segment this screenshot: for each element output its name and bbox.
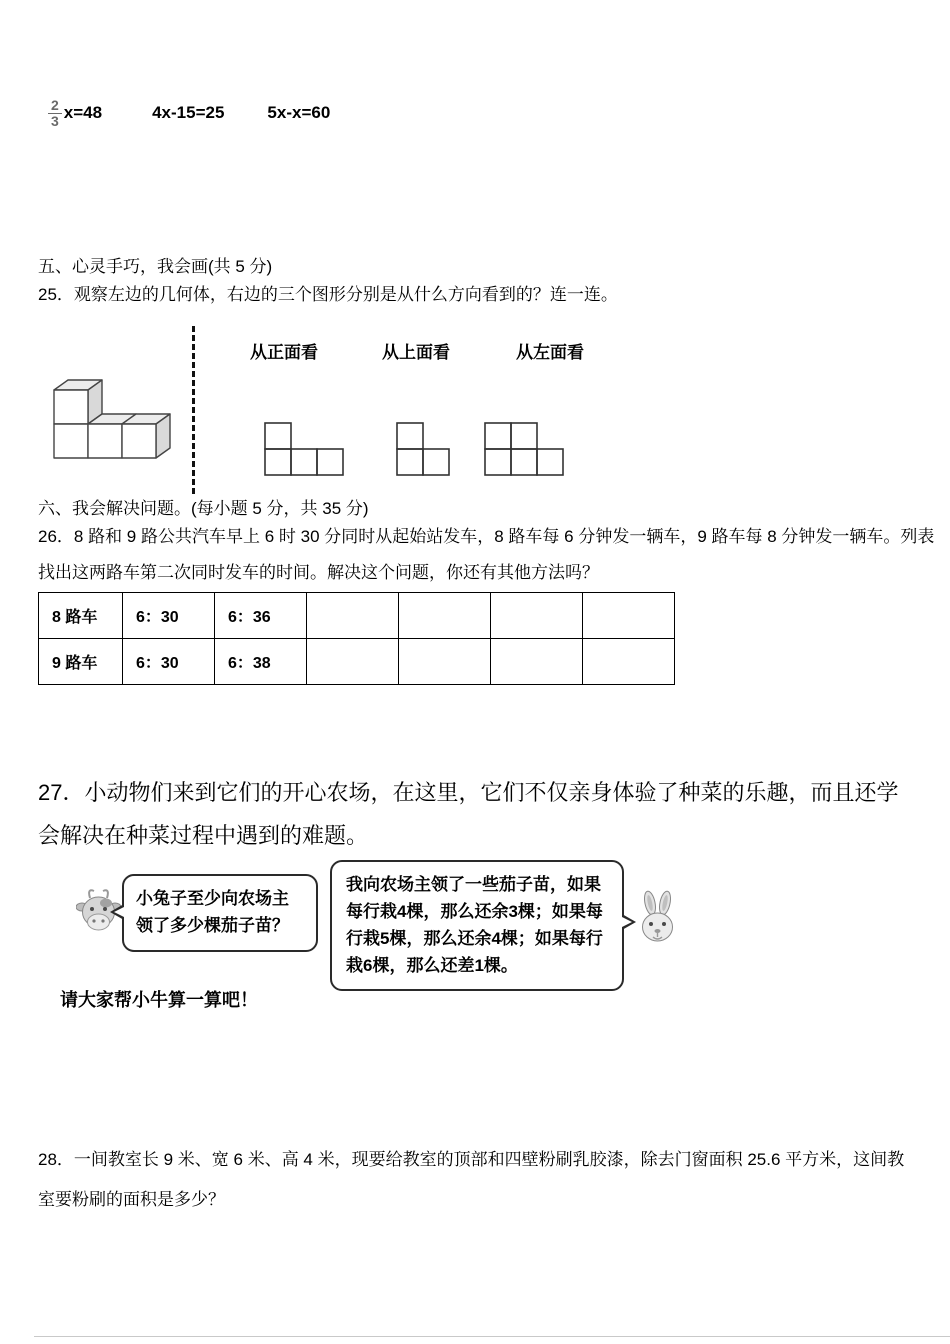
section6-heading: 六、我会解决问题。(每小题 5 分，共 35 分) xyxy=(38,499,369,518)
section5-heading: 五、心灵手巧，我会画(共 5 分) xyxy=(38,257,273,276)
equation-2: 4x-15=25 xyxy=(152,103,225,123)
speech-bubble-cow: 小兔子至少向农场主领了多少棵茄子苗？ xyxy=(122,874,318,952)
table-cell xyxy=(583,593,675,639)
fraction-denominator: 3 xyxy=(48,113,62,129)
bus-schedule-table xyxy=(38,592,675,685)
fraction-numerator: 2 xyxy=(51,97,59,113)
table-row xyxy=(39,593,675,639)
table-row xyxy=(39,639,675,685)
table-cell xyxy=(491,639,583,685)
equation-row xyxy=(48,98,330,128)
table-cell: 6：36 xyxy=(215,593,307,639)
question-28-text: 28．一间教室长 9 米、宽 6 米、高 4 米，现要给教室的顶部和四壁粉刷乳胶漆，除去门窗面积 25.6 平方米，这间教室要粉刷的面积是多少？ xyxy=(38,1150,905,1209)
view-label-left: 从左面看 xyxy=(516,343,584,362)
equation-1: x=48 xyxy=(63,103,103,123)
dashed-divider xyxy=(192,326,195,494)
view-grid-top xyxy=(396,422,452,478)
view-grid-left xyxy=(484,422,566,478)
geometry-solid-figure xyxy=(46,374,180,470)
speech-bubble-rabbit: 我向农场主领了一些茄子苗，如果每行栽4棵，那么还余3棵；如果每行栽5棵，那么还余4棵；如果每行栽6棵，那么还差1棵。 xyxy=(330,860,624,991)
view-grid-front xyxy=(264,422,346,478)
table-cell xyxy=(399,593,491,639)
table-cell xyxy=(399,639,491,685)
helper-text: 请大家帮小牛算一算吧！ xyxy=(60,990,258,1010)
question-26-line1: 26．8 路和 9 路公共汽车早上 6 时 30 分同时从起始站发车，8 路车每 6 分钟发一辆车，9 路车每 8 分钟发一辆车。列表 xyxy=(38,527,935,546)
table-cell: 6：38 xyxy=(215,639,307,685)
question-27-text: 27．小动物们来到它们的开心农场，在这里，它们不仅亲身体验了种菜的乐趣，而且还学会解决在种菜过程中遇到的难题。 xyxy=(38,780,899,848)
table-cell xyxy=(583,639,675,685)
table-cell: 8 路车 xyxy=(39,593,123,639)
table-cell xyxy=(307,593,399,639)
table-cell xyxy=(307,639,399,685)
view-label-front: 从正面看 xyxy=(250,343,318,362)
table-cell: 6：30 xyxy=(123,639,215,685)
equation-3: 5x-x=60 xyxy=(267,103,331,123)
table-cell: 6：30 xyxy=(123,593,215,639)
bus-schedule-table-body xyxy=(39,593,675,685)
question-26-line2: 找出这两路车第二次同时发车的时间。解决这个问题，你还有其他方法吗？ xyxy=(38,563,599,582)
fraction-two-thirds xyxy=(48,98,62,128)
view-label-top: 从上面看 xyxy=(382,343,450,362)
page-bottom-rule xyxy=(34,1336,950,1337)
question-25-text: 25．观察左边的几何体，右边的三个图形分别是从什么方向看到的？连一连。 xyxy=(38,285,618,304)
table-cell xyxy=(491,593,583,639)
table-cell: 9 路车 xyxy=(39,639,123,685)
rabbit-image xyxy=(636,890,680,948)
